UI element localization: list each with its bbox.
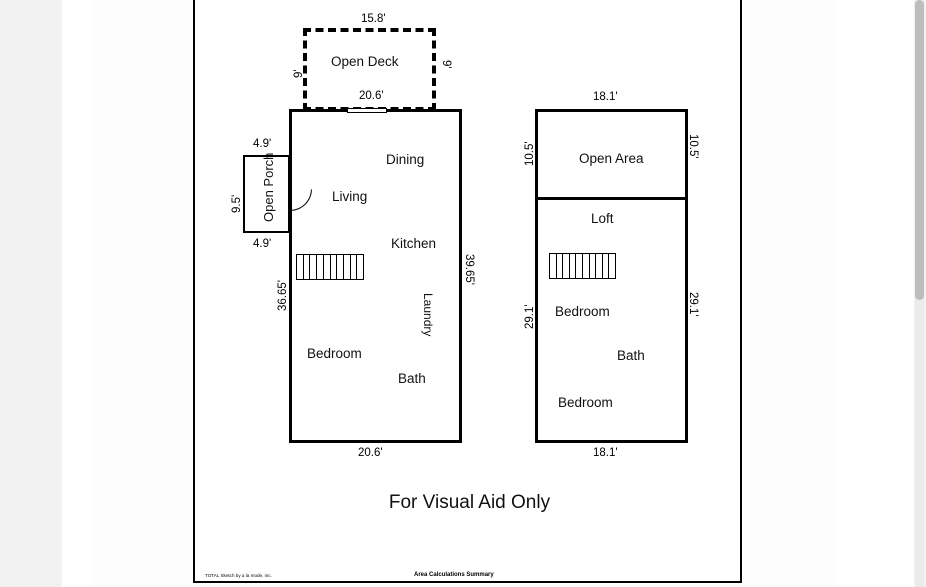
floorplan-drawing [195, 0, 744, 583]
room-label-living: Living [332, 189, 368, 204]
dim-deck-right: 9' [440, 60, 452, 69]
window-hatch-icon [347, 108, 387, 113]
dim-upper-bottom: 18.1' [593, 447, 618, 459]
dim-house-left: 36.65' [277, 280, 289, 311]
room-label-bedroom-upper-1: Bedroom [555, 304, 610, 319]
dim-deck-left: 9' [293, 69, 305, 78]
dim-upper-right: 29.1' [687, 292, 699, 317]
dim-porch-left: 9.5' [231, 194, 243, 213]
floorplan-document [193, 0, 742, 583]
dim-open-area-left: 10.5' [524, 141, 536, 166]
room-label-open-area: Open Area [579, 151, 644, 166]
room-label-open-porch: Open Porch [261, 152, 276, 222]
stairs-main-floor [296, 254, 364, 280]
room-label-dining: Dining [386, 152, 425, 167]
dim-upper-top: 18.1' [593, 91, 618, 103]
sheet-margin-right [836, 0, 914, 587]
vertical-scrollbar-thumb[interactable] [915, 0, 924, 300]
dim-house-right: 39.65' [463, 254, 475, 285]
footer-software-credit: TOTAL Sketch by a la mode, inc. [205, 573, 272, 578]
room-label-open-deck: Open Deck [331, 54, 399, 69]
dim-deck-top: 15.8' [361, 13, 386, 25]
room-label-bedroom-upper-2: Bedroom [558, 395, 613, 410]
room-label-bath-upper: Bath [617, 348, 645, 363]
upper-floor-divider [536, 197, 687, 200]
sheet-margin-left [62, 0, 92, 587]
dim-deck-bottom: 20.6' [359, 90, 384, 102]
dim-upper-left: 29.1' [524, 304, 536, 329]
dim-house-bottom: 20.6' [358, 447, 383, 459]
visual-aid-caption: For Visual Aid Only [388, 492, 551, 513]
room-label-bath-main: Bath [398, 371, 426, 386]
dim-open-area-right: 10.5' [687, 134, 699, 159]
dim-porch-top: 4.9' [253, 138, 272, 150]
room-label-loft: Loft [591, 211, 614, 226]
room-label-laundry: Laundry [421, 293, 435, 337]
stairs-upper-floor [549, 253, 616, 279]
document-bottom-rule [195, 581, 740, 583]
footer-area-calculations-summary: Area Calculations Summary [414, 572, 494, 578]
dim-porch-bottom: 4.9' [253, 238, 272, 250]
room-label-bedroom-main: Bedroom [307, 346, 362, 361]
room-label-kitchen: Kitchen [391, 236, 437, 251]
door-leaf-icon [290, 189, 292, 211]
